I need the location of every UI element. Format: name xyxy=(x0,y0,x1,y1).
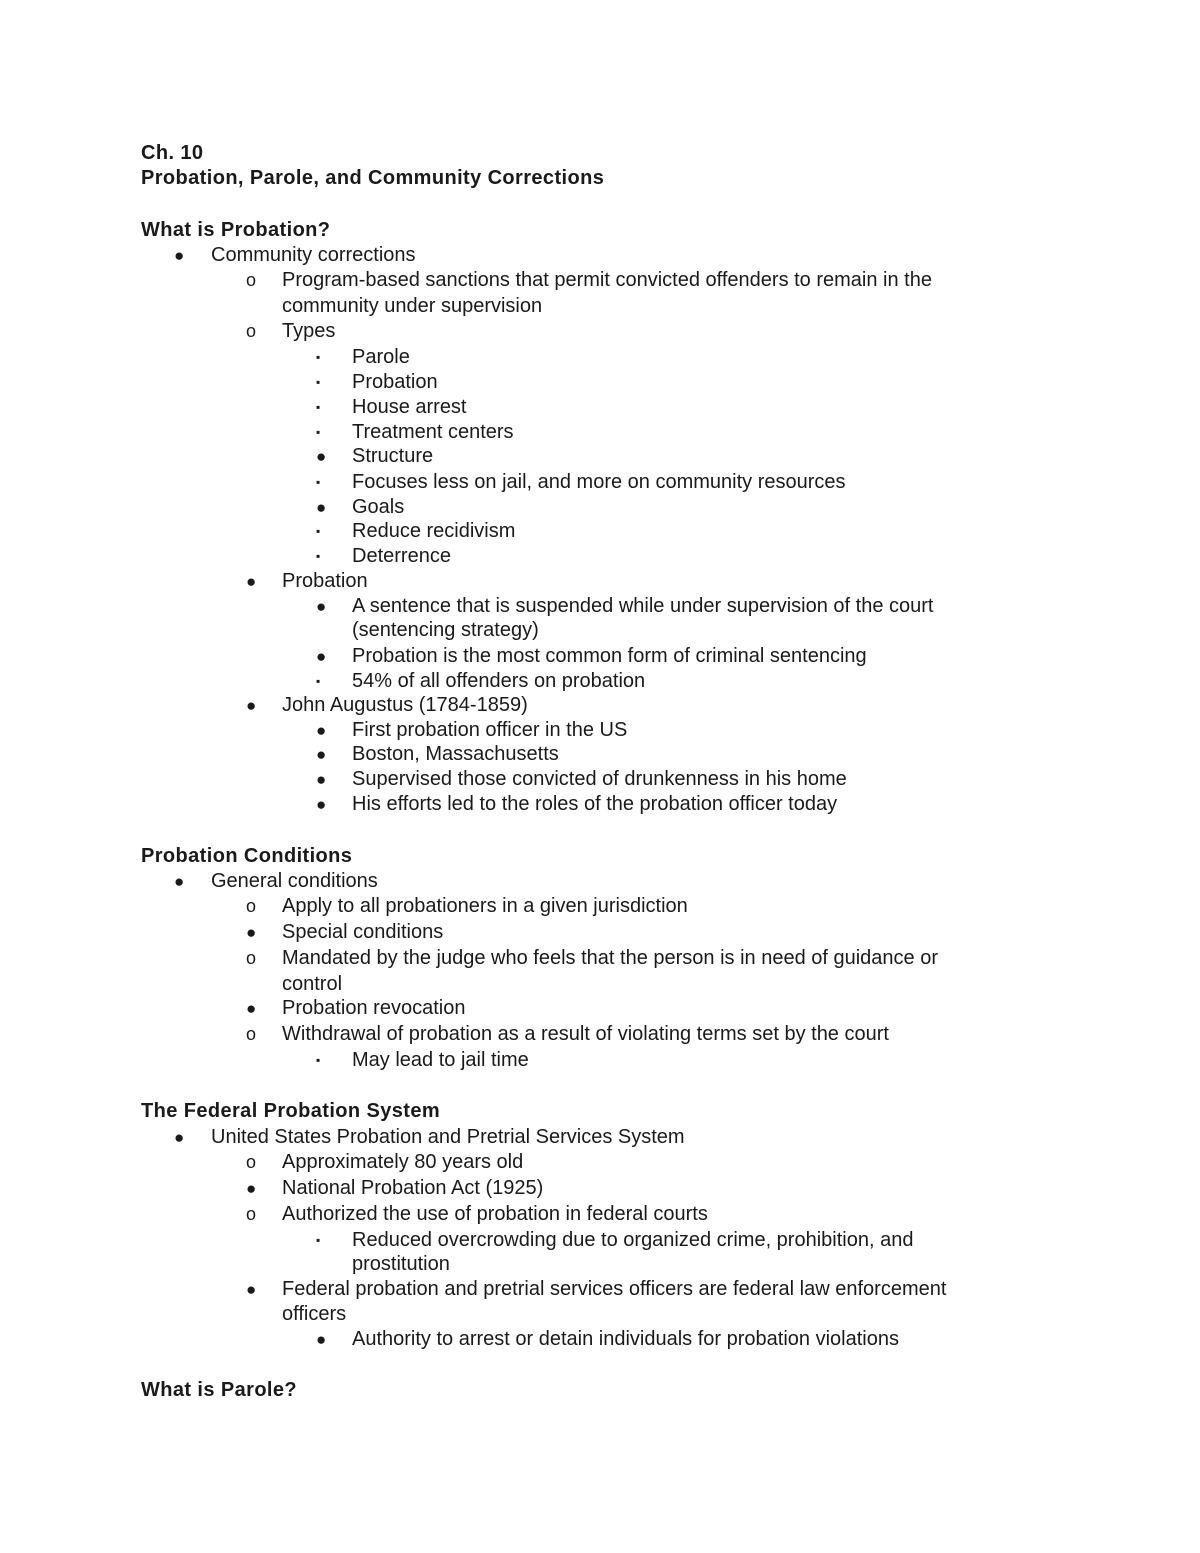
list-marker-bullet: ● xyxy=(316,745,327,764)
list-marker-bullet: ● xyxy=(316,770,327,789)
list-marker-bullet: ● xyxy=(316,647,327,666)
list-marker-bullet: ● xyxy=(174,872,185,891)
list-item-level-2: Authorized the use of probation in federal courts xyxy=(282,1203,708,1225)
list-item-level-3: May lead to jail time xyxy=(352,1049,529,1071)
list-marker-square: ▪ xyxy=(316,1233,321,1247)
document-title: Probation, Parole, and Community Corrections xyxy=(141,167,605,189)
list-marker-bullet: ● xyxy=(246,1179,257,1198)
list-item-level-3: Authority to arrest or detain individuals for probation violations xyxy=(352,1328,899,1350)
list-item-level-3: Parole xyxy=(352,346,410,368)
list-item-level-3: Focuses less on jail, and more on community resources xyxy=(352,471,846,493)
list-item-level-3: prostitution xyxy=(352,1253,450,1275)
list-item-level-3: Probation xyxy=(352,371,438,393)
list-item-level-2: John Augustus (1784-1859) xyxy=(282,694,528,716)
list-item-level-3: A sentence that is suspended while under supervision of the court xyxy=(352,595,934,617)
list-item-level-3: His efforts led to the roles of the probation officer today xyxy=(352,793,838,815)
list-marker-square: ▪ xyxy=(316,375,321,389)
list-item-level-3: First probation officer in the US xyxy=(352,719,628,741)
list-item-level-3: Boston, Massachusetts xyxy=(352,743,559,765)
list-item-level-3: Reduce recidivism xyxy=(352,520,516,542)
list-marker-square: ▪ xyxy=(316,549,321,563)
list-marker-bullet: ● xyxy=(316,1330,327,1349)
section-heading: Probation Conditions xyxy=(141,845,353,867)
list-marker-bullet: ● xyxy=(316,447,327,466)
list-marker-bullet: ● xyxy=(316,795,327,814)
list-item-level-3: Reduced overcrowding due to organized crime, prohibition, and xyxy=(352,1229,914,1251)
list-marker-circle: o xyxy=(246,270,257,290)
list-item-level-2: control xyxy=(282,973,343,995)
list-marker-bullet: ● xyxy=(246,1280,257,1299)
list-marker-bullet: ● xyxy=(246,572,257,591)
list-marker-square: ▪ xyxy=(316,425,321,439)
list-item-level-3: Supervised those convicted of drunkenness in his home xyxy=(352,768,847,790)
list-item-level-3: Treatment centers xyxy=(352,421,514,443)
list-marker-circle: o xyxy=(246,1024,257,1044)
list-item-level-3: House arrest xyxy=(352,396,467,418)
list-item-level-2: Probation xyxy=(282,570,368,592)
list-marker-bullet: ● xyxy=(246,696,257,715)
list-item-level-3: 54% of all offenders on probation xyxy=(352,670,646,692)
list-marker-bullet: ● xyxy=(174,1128,185,1147)
list-item-level-3: Structure xyxy=(352,445,434,467)
list-marker-square: ▪ xyxy=(316,475,321,489)
section-heading: What is Parole? xyxy=(141,1379,298,1401)
list-marker-circle: o xyxy=(246,948,257,968)
list-item-level-2: Program-based sanctions that permit convicted offenders to remain in the xyxy=(282,269,932,291)
list-item-level-3: Probation is the most common form of criminal sentencing xyxy=(352,645,867,667)
list-marker-bullet: ● xyxy=(316,721,327,740)
list-marker-bullet: ● xyxy=(316,498,327,517)
section-heading: What is Probation? xyxy=(141,219,331,241)
list-item-level-2: Approximately 80 years old xyxy=(282,1151,524,1173)
list-item-level-2: Special conditions xyxy=(282,921,444,943)
list-item-level-3: Deterrence xyxy=(352,545,451,567)
list-item-level-2: Withdrawal of probation as a result of violating terms set by the court xyxy=(282,1023,889,1045)
list-item-level-1: United States Probation and Pretrial Services System xyxy=(211,1126,685,1148)
list-marker-circle: o xyxy=(246,896,257,916)
list-marker-circle: o xyxy=(246,1152,257,1172)
list-marker-square: ▪ xyxy=(316,1053,321,1067)
list-item-level-3: Goals xyxy=(352,496,405,518)
list-item-level-1: General conditions xyxy=(211,870,378,892)
list-item-level-2: Probation revocation xyxy=(282,997,466,1019)
list-item-level-2: community under supervision xyxy=(282,295,543,317)
list-item-level-2: officers xyxy=(282,1303,347,1325)
list-marker-square: ▪ xyxy=(316,350,321,364)
list-item-level-2: Mandated by the judge who feels that the person is in need of guidance or xyxy=(282,947,939,969)
list-item-level-2: Apply to all probationers in a given jurisdiction xyxy=(282,895,688,917)
list-marker-circle: o xyxy=(246,321,257,341)
list-item-level-2: National Probation Act (1925) xyxy=(282,1177,544,1199)
list-marker-square: ▪ xyxy=(316,674,321,688)
list-marker-square: ▪ xyxy=(316,524,321,538)
list-marker-square: ▪ xyxy=(316,400,321,414)
list-marker-bullet: ● xyxy=(246,999,257,1018)
chapter-label: Ch. 10 xyxy=(141,142,204,164)
list-marker-circle: o xyxy=(246,1204,257,1224)
list-marker-bullet: ● xyxy=(316,597,327,616)
list-marker-bullet: ● xyxy=(174,246,185,265)
section-heading: The Federal Probation System xyxy=(141,1100,441,1122)
list-item-level-3: (sentencing strategy) xyxy=(352,619,539,641)
list-item-level-2: Types xyxy=(282,320,336,342)
list-item-level-2: Federal probation and pretrial services officers are federal law enforcement xyxy=(282,1278,947,1300)
list-item-level-1: Community corrections xyxy=(211,244,416,266)
list-marker-bullet: ● xyxy=(246,923,257,942)
